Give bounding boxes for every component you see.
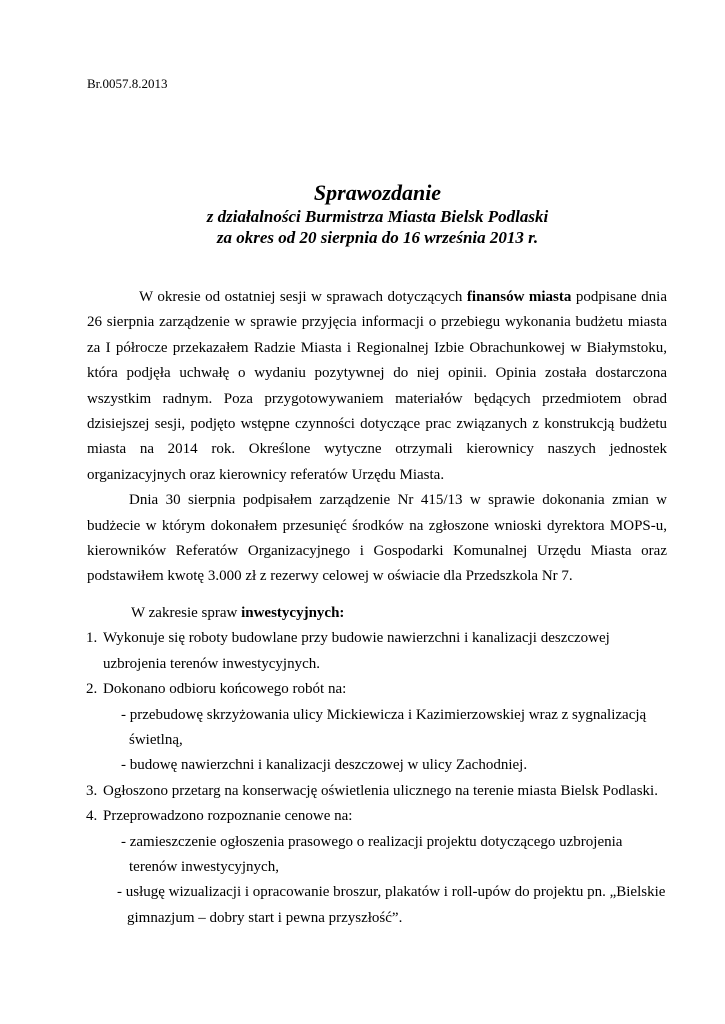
list-subitem: - budowę nawierzchni i kanalizacji deszczowej w ulicy Zachodniej.	[121, 757, 528, 774]
paragraph-budget-changes: Dnia 30 sierpnia podpisałem zarządzenie Nr 415/13 w sprawie dokonania zmian w budżecie w którym dokonałem przesunięć środków na zgłoszone wnioski dyrektora MOPS-u, kierowników Referatów Organizacyjnego i Gospodarki Komunalnej Urzędu Miasta oraz podstawiłem kwotę 3.000 zł z rezerwy celowej w oświacie dla Przedszkola Nr 7.	[87, 492, 667, 585]
spacer	[87, 590, 667, 601]
paragraph-finances-text-a: W okresie od ostatniej sesji w sprawach dotyczących	[139, 289, 467, 305]
list-item	[87, 779, 667, 804]
investments-heading-text: W zakresie spraw	[131, 604, 242, 621]
list-item-text: Przeprowadzono rozpoznanie cenowe na:	[103, 808, 353, 825]
paragraph-finances-bold: finansów miasta	[466, 289, 572, 305]
list-item	[87, 626, 667, 677]
investments-heading-bold: inwestycyjnych:	[241, 604, 345, 621]
list-subitem: - zamieszczenie ogłoszenia prasowego o realizacji projektu dotyczącego uzbrojenia terenów inwestycyjnych,	[121, 833, 623, 875]
reference-number: Br.0057.8.2013	[87, 76, 168, 91]
list-item	[87, 677, 667, 779]
list-item-number: 3.	[86, 782, 98, 799]
list-subitem: - usługę wizualizacji i opracowanie broszur, plakatów i roll-upów do projektu pn. „Bielskie gimnazjum – dobry start i pewna przyszłość”.	[117, 884, 666, 926]
list-item-number: 4.	[86, 808, 98, 825]
list-item-number: 2.	[86, 681, 98, 698]
investments-heading	[87, 601, 667, 626]
document-body	[87, 285, 667, 931]
list-subitem: - przebudowę skrzyżowania ulicy Mickiewicza i Kazimierzowskiej wraz z sygnalizacją świetlną,	[121, 706, 647, 748]
document-title: Sprawozdanie	[313, 180, 442, 205]
document-subtitle-line1: z działalności Burmistrza Miasta Bielsk Podlaski	[206, 207, 549, 226]
title-block	[0, 180, 725, 248]
list-item-number: 1.	[86, 630, 98, 647]
document-subtitle-line2: za okres od 20 sierpnia do 16 września 2013 r.	[216, 228, 539, 247]
list-item	[87, 804, 667, 931]
list-item-text: Wykonuje się roboty budowlane przy budowie nawierzchni i kanalizacji deszczowej uzbrojenia terenów inwestycyjnych.	[103, 630, 610, 672]
investments-list	[87, 626, 667, 931]
paragraph-finances-text-b: podpisane dnia 26 sierpnia zarządzenie w sprawie przyjęcia informacji o przebiegu wykonania budżetu miasta za I półrocze przekazałem Radzie Miasta i Regionalnej Izbie Obrachunkowej w Białymstoku, która podjęła uchwałę o wydaniu pozytywnej do niej opinii. Opinia została dostarczona wszystkim radnym. Poza przygotowywaniem materiałów będących przedmiotem obrad dzisiejszej sesji, podjęto wstępne czynności dotyczące prac związanych z konstrukcją budżetu miasta na 2014 rok. Określone wytyczne otrzymali kierownicy naszych jednostek organizacyjnych oraz kierownicy referatów Urzędu Miasta.	[87, 289, 667, 483]
list-item-text: Dokonano odbioru końcowego robót na:	[103, 681, 347, 698]
list-item-text: Ogłoszono przetarg na konserwację oświetlenia ulicznego na terenie miasta Bielsk Podlaski.	[103, 782, 658, 799]
paragraph-finances	[87, 285, 667, 488]
